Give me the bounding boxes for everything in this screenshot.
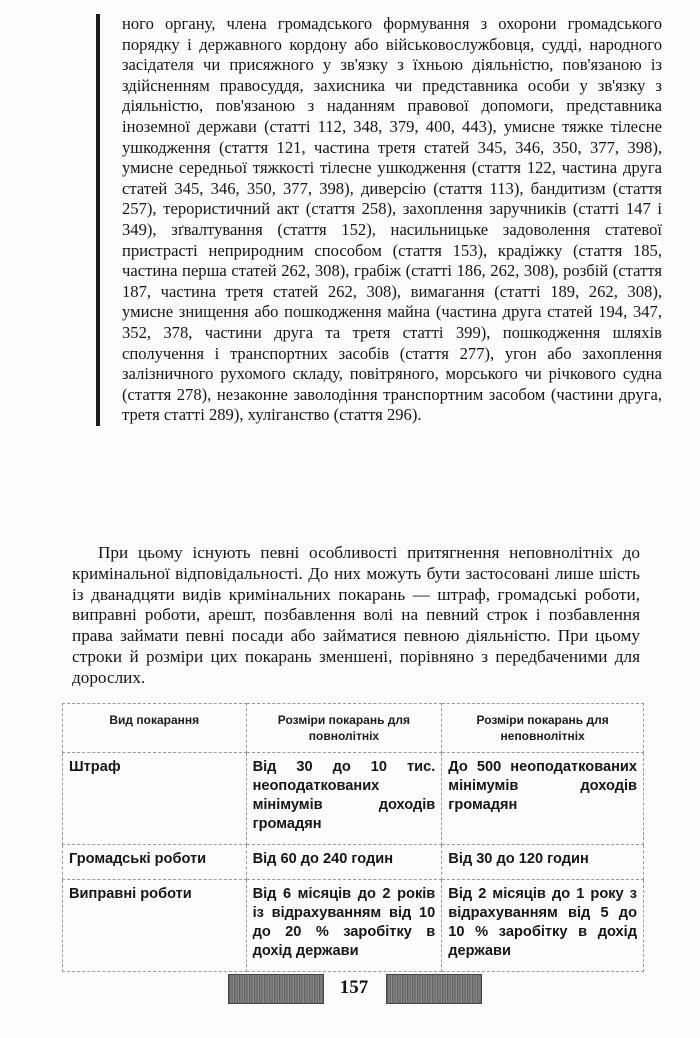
footer-decor-bar-left (228, 974, 324, 1004)
table-row (63, 753, 644, 845)
table-cell: Від 60 до 240 годин (246, 845, 442, 880)
table-cell: Штраф (63, 753, 247, 845)
table-header-row (63, 704, 644, 753)
footer-decor-bar-right (386, 974, 482, 1004)
table-cell: До 500 неоподаткованих мінімумів доходів громадян (442, 753, 644, 845)
quoted-legal-text: ного органу, члена громадського формування з охорони громадського порядку і державного кордону або військовослужбовця, судді, народного засідателя чи присяжного у зв'язку з їхньою діяльністю, пов'язаною із здійсненням правосуддя, захисника чи представника особи у зв'язку з діяльністю, пов'язаною з наданням правової допомоги, представника іноземної держави (статті 112, 348, 379, 400, 443), умисне тяжке тілесне ушкодження (стаття 121, частина третя статей 345, 346, 350, 377, 398), умисне середньої тяжкості тілесне ушкодження (стаття 122, частина друга статей 345, 346, 350, 377, 398), диверсію (стаття 113), бандитизм (стаття 257), терористичний акт (стаття 258), захоплення заручників (статті 147 і 349), зґвалтування (стаття 152), насильницьке задоволення статевої пристрасті неприродним способом (стаття 153), крадіжку (стаття 185, частина перша статей 262, 308), грабіж (статті 186, 262, 308), розбій (стаття 187, частина третя статей 262, 308), вимагання (статті 189, 262, 308), умисне знищення або пошкодження майна (частина друга статей 194, 347, 352, 378, частини друга та третя статті 399), пошкодження шляхів сполучення і транспортних засобів (стаття 277), угон або захоплення залізничного рухомого складу, повітряного, морського чи річкового судна (стаття 278), незаконне заволодіння транспортним засобом (частини друга, третя статті 289), хуліганство (стаття 296). (96, 14, 662, 426)
page-number: 157 (339, 977, 369, 998)
page-footer (0, 968, 700, 1008)
body-paragraph: При цьому існують певні особливості притягнення неповнолітніх до кримінальної відповідальності. До них можуть бути застосовані лише шість із дванадцяти видів кримінальних покарань — штраф, громадські роботи, виправні роботи, арешт, позбавлення волі на певний строк і позбавлення права займати певні посади або займатися певною діяльністю. При цьому строки й розміри цих покарань зменшені, порівняно з передбаченими для дорослих. (72, 543, 640, 687)
table-cell: Від 6 місяців до 2 років із відрахуванням від 10 до 20 % заробітку в дохід держави (246, 880, 442, 972)
header-adult-sizes: Розміри покарань для повнолітніх (246, 704, 442, 753)
table-cell: Від 30 до 10 тис. неоподаткованих мінімумів доходів громадян (246, 753, 442, 845)
table-cell: Виправні роботи (63, 880, 247, 972)
penalties-table-container (62, 703, 644, 972)
table-row (63, 880, 644, 972)
header-penalty-type: Вид покарання (63, 704, 247, 753)
table-cell: Від 30 до 120 годин (442, 845, 644, 880)
penalties-table (62, 703, 644, 972)
header-minor-sizes: Розміри покарань для неповнолітніх (442, 704, 644, 753)
table-row (63, 845, 644, 880)
table-cell: Громадські роботи (63, 845, 247, 880)
table-cell: Від 2 місяців до 1 року з відрахуванням від 5 до 10 % заробітку в дохід держави (442, 880, 644, 972)
